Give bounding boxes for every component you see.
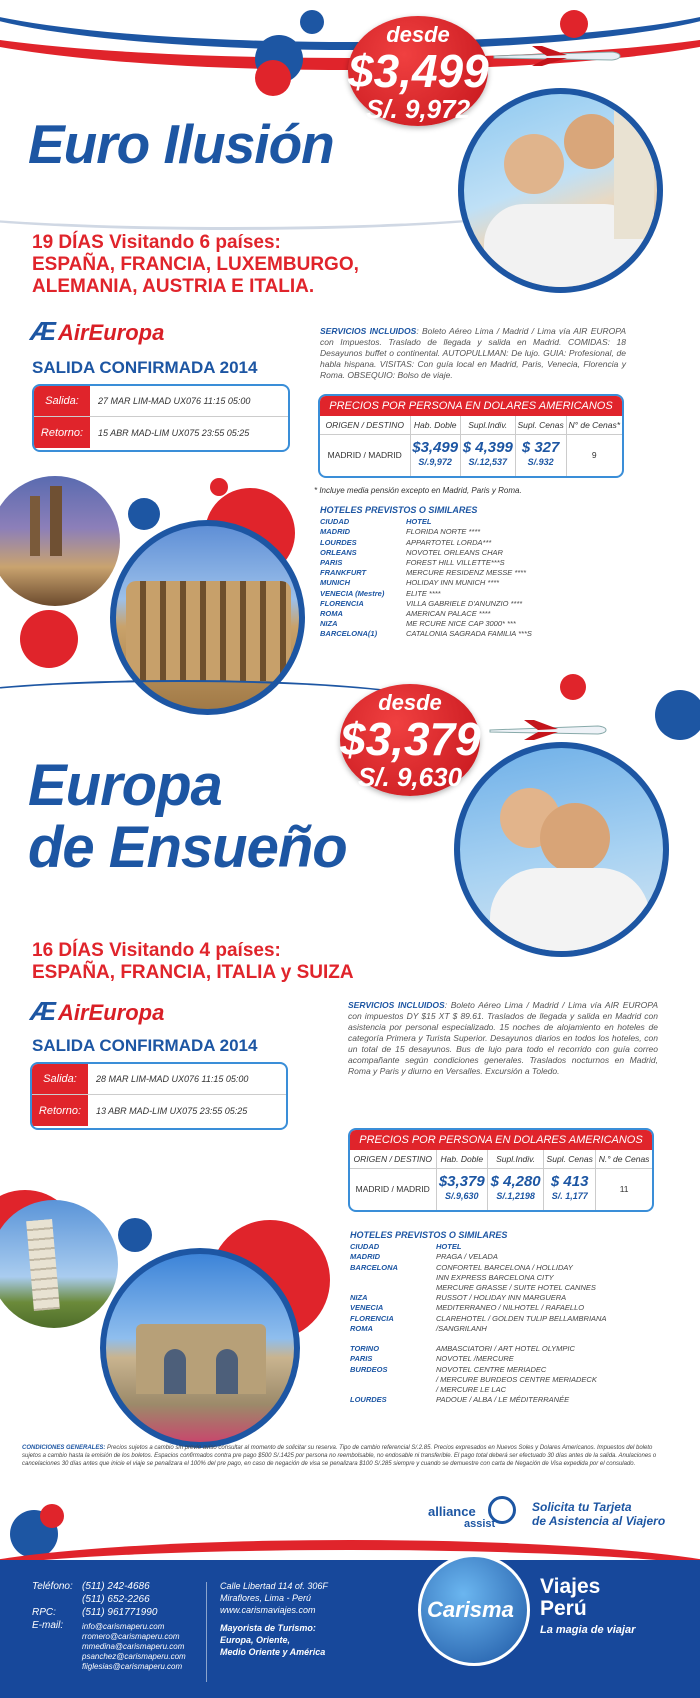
city-header: CIUDAD bbox=[320, 517, 350, 527]
city: MADRID bbox=[350, 1252, 380, 1262]
airline-logo-2 bbox=[30, 996, 164, 1027]
price-cell bbox=[488, 1168, 544, 1210]
origin-cell: MADRID / MADRID bbox=[320, 434, 410, 476]
price-table-title: PRECIOS POR PERSONA EN DOLARES AMERICANOS bbox=[320, 396, 622, 416]
hotel-row bbox=[350, 1334, 650, 1344]
city: FRANKFURT bbox=[320, 568, 367, 578]
hotel-header: HOTEL bbox=[436, 1242, 462, 1252]
hotel: FOREST HILL VILLETTE***S bbox=[406, 558, 505, 568]
subtitle-line: ALEMANIA, AUSTRIA E ITALIA. bbox=[32, 276, 315, 297]
hotel: HOLIDAY INN MUNICH **** bbox=[406, 578, 500, 588]
city bbox=[350, 1385, 436, 1395]
city bbox=[350, 1334, 436, 1344]
hotel: AMERICAN PALACE **** bbox=[406, 609, 491, 619]
dates-box-2 bbox=[30, 1062, 288, 1130]
aireuropa-logo-icon: Æ bbox=[30, 316, 56, 346]
telefono-label: Teléfono: bbox=[32, 1581, 73, 1592]
hotel: VILLA GABRIELE D'ANUNZIO **** bbox=[406, 598, 523, 608]
hotel-row bbox=[320, 619, 620, 629]
city bbox=[350, 1283, 436, 1293]
city: NIZA bbox=[350, 1293, 368, 1303]
hotel-row bbox=[320, 629, 620, 639]
hotel: PRAGA / VELADA bbox=[436, 1252, 498, 1262]
hotel: / MERCURE LE LAC bbox=[436, 1385, 507, 1395]
phone-2[interactable]: (511) 652-2266 bbox=[82, 1594, 150, 1605]
price-usd: $3,499 bbox=[348, 45, 489, 97]
price-table bbox=[320, 416, 622, 476]
hotel-row bbox=[350, 1314, 650, 1324]
hotel: CONFORTEL BARCELONA / HOLLIDAY bbox=[436, 1262, 573, 1272]
hotel-row bbox=[350, 1283, 650, 1293]
hotel-row bbox=[320, 548, 620, 558]
contact-values bbox=[82, 1580, 186, 1672]
city: FLORENCIA bbox=[320, 598, 364, 608]
price-pen: S/.1,2198 bbox=[496, 1191, 535, 1202]
halfboard-note: * Incluye media pensión excepto en Madrid, Paris y Roma. bbox=[314, 486, 522, 495]
date-value: 27 MAR LIM-MAD UX076 11:15 05:00 bbox=[98, 396, 251, 406]
price-cell bbox=[515, 434, 566, 476]
city-night-photo bbox=[0, 476, 120, 606]
brand-title bbox=[540, 1576, 600, 1620]
date-value: 28 MAR LIM-MAD UX076 11:15 05:00 bbox=[96, 1074, 249, 1084]
carisma-globe-logo bbox=[418, 1554, 530, 1666]
email-link[interactable]: info@carismaperu.com bbox=[82, 1622, 165, 1631]
price-pen: S/.9,972 bbox=[418, 457, 452, 468]
price-pen: S/. 1,177 bbox=[551, 1191, 588, 1202]
city-header: CIUDAD bbox=[350, 1242, 380, 1252]
services-text: : Boleto Aéreo Lima / Madrid / Lima vía AIR EUROPA con Impuestos. Traslado de llegada y salida en Madrid. COMIDAS: 18 Desayunos buffet o continental. AUTOPULLMAN: De lujo. GUIA: Profesional, de habla hispana. VISITAS: Con guía local en Madrid, Paris, Venecia, Florencia y Roma. OBSEQUIO: Bolso de viaje. bbox=[320, 326, 626, 380]
city: BURDEOS bbox=[350, 1364, 388, 1374]
services-text: : Boleto Aéreo Lima / Madrid / Lima vía AIR EUROPA con impuestos DY $15 XT $ 89.61. Traslados de llegada y salida en Madrid con asistencia por personal especializado. 15 noches de alojamiento en hoteles de categoría Primera y Turista Superior. Desayunos diarios en todos los hoteles, con un total de 15 desayunos. Bus de lujo para todo el recorrido con guía correo acompañante según condiciones generales. Traslados nocturnos en Madrid, Roma y Paris y diurno en Versalles. Excursión a Toledo. bbox=[348, 1000, 658, 1076]
hotel: APPARTOTEL LORDA*** bbox=[406, 537, 492, 547]
couple-photo-1 bbox=[458, 88, 663, 293]
offer2-title-line1: Europa bbox=[28, 753, 222, 818]
date-row bbox=[34, 417, 288, 448]
hotels-title: HOTELES PREVISTOS O SIMILARES bbox=[320, 505, 478, 515]
hotel-row bbox=[320, 527, 620, 537]
hotel: INN EXPRESS BARCELONA CITY bbox=[436, 1272, 554, 1282]
city bbox=[350, 1375, 436, 1385]
hotels-title: HOTELES PREVISTOS O SIMILARES bbox=[350, 1230, 508, 1240]
website-link[interactable]: www.carismaviajes.com bbox=[220, 1605, 316, 1615]
dinners-cell: 11 bbox=[619, 1184, 629, 1195]
couple-photo-2 bbox=[454, 742, 669, 957]
pisa-tower-photo bbox=[0, 1200, 118, 1328]
th: N° de Cenas* bbox=[566, 416, 622, 434]
city: NIZA bbox=[320, 619, 338, 629]
deco-dot bbox=[118, 1218, 152, 1252]
alliance-brand: alliance bbox=[428, 1504, 476, 1519]
hotel-row bbox=[350, 1344, 650, 1354]
services-label: SERVICIOS INCLUIDOS bbox=[348, 1000, 445, 1010]
hotel-row bbox=[350, 1324, 650, 1334]
hotel: NOVOTEL CENTRE MERIADEC bbox=[436, 1364, 547, 1374]
hotel-row bbox=[320, 568, 620, 578]
hotel: CLAREHOTEL / GOLDEN TULIP BELLAMBRIANA bbox=[436, 1313, 607, 1323]
cta-line: Solicita tu Tarjeta bbox=[532, 1500, 632, 1514]
offer2-title-line2: de Ensueño bbox=[28, 815, 347, 880]
offer1-subtitle bbox=[32, 232, 362, 298]
address bbox=[220, 1580, 328, 1658]
price-pen: S/.12,537 bbox=[468, 457, 508, 468]
city: ROMA bbox=[350, 1323, 373, 1333]
conditions-text: Precios sujetos a cambio sin previo aviso consultar al momento de solicitar su reserva. Tipo de cambio referencial S/.2.85. Precios expresados en Nuevos Soles y Dolares Americanos. Impuestos del boleto sujetos a cambio hasta la emisión de los boletos. Espacios confirmados contra pre pago $500 S/.1425 por persona no reembolsable, no endosable ni transferible. El pago total deberá ser efectuado 30 días antes de la salida. Anulaciones o cancelaciones 30 días antes que inicie el viaje se penalizara el 100% del pre pago, en caso de negación de visa se penalizara $100 S/.285 siempre y cuando se demuestre con carta de Negación de Visa expedida por el consulado. bbox=[22, 1445, 657, 1467]
city: ROMA bbox=[320, 609, 343, 619]
city: PARIS bbox=[320, 558, 343, 568]
airline-name: AirEuropa bbox=[58, 320, 165, 345]
hotel-row bbox=[350, 1365, 650, 1375]
price-cell bbox=[410, 434, 460, 476]
footer-divider bbox=[206, 1582, 207, 1682]
price-from-label: desde bbox=[386, 22, 450, 47]
aireuropa-logo-icon: Æ bbox=[30, 996, 56, 1026]
price-pen: S/.9,630 bbox=[445, 1191, 479, 1202]
brand-title-line: Perú bbox=[540, 1597, 587, 1620]
hotel: PADOUE / ALBA / LE MÉDITERRANÉE bbox=[436, 1395, 570, 1405]
hotel-row bbox=[350, 1263, 650, 1273]
price-burst-1 bbox=[348, 16, 488, 126]
salida-title-1: SALIDA CONFIRMADA 2014 bbox=[32, 358, 258, 377]
price-cell bbox=[436, 1168, 488, 1210]
price-usd: $3,379 bbox=[340, 713, 481, 765]
hotels-header bbox=[350, 1242, 650, 1252]
deco-dot bbox=[40, 1504, 64, 1528]
hotel-row bbox=[350, 1293, 650, 1303]
hotels-list-1 bbox=[320, 505, 620, 640]
deco-dot bbox=[560, 10, 588, 38]
salida-title-2: SALIDA CONFIRMADA 2014 bbox=[32, 1036, 258, 1055]
hotel: ME RCURE NICE CAP 3000* *** bbox=[406, 619, 516, 629]
hotel-row bbox=[350, 1385, 650, 1395]
price-burst-2 bbox=[340, 684, 480, 796]
hotel: NOVOTEL /MERCURE bbox=[436, 1354, 514, 1364]
date-row bbox=[32, 1095, 286, 1126]
price-usd: $ 327 bbox=[521, 439, 560, 457]
th: ORIGEN / DESTINO bbox=[320, 416, 410, 434]
hotels-list-2 bbox=[350, 1230, 650, 1405]
price-table-1 bbox=[318, 394, 624, 478]
hotel: / MERCURE BURDEOS CENTRE MERIADECK bbox=[436, 1374, 597, 1384]
price-table-2 bbox=[348, 1128, 654, 1212]
th: Supl. Cenas bbox=[544, 1150, 596, 1168]
services-label: SERVICIOS INCLUIDOS bbox=[320, 326, 417, 336]
deco-dot bbox=[655, 690, 700, 740]
hotel: FLORIDA NORTE **** bbox=[406, 527, 481, 537]
hotel: MERCURE RESIDENZ MESSE **** bbox=[406, 568, 527, 578]
mayorista-line: Mayorista de Turismo: bbox=[220, 1623, 316, 1633]
deco-dot bbox=[20, 610, 78, 668]
hotel-row bbox=[350, 1375, 650, 1385]
alliance-brand2: assist bbox=[464, 1518, 496, 1530]
hotel-row bbox=[320, 538, 620, 548]
th: Hab. Doble bbox=[410, 416, 460, 434]
hotel: RUSSOT / HOLIDAY INN MARGUERA bbox=[436, 1293, 567, 1303]
date-label: Salida: bbox=[34, 386, 90, 416]
date-value: 13 ABR MAD-LIM UX075 23:55 05:25 bbox=[96, 1105, 248, 1116]
deco-dot bbox=[210, 478, 228, 496]
carisma-brand: Carisma bbox=[427, 1597, 514, 1622]
price-usd: $ 4,399 bbox=[462, 439, 513, 457]
city: LOURDES bbox=[320, 537, 357, 547]
address-line: Calle Libertad 114 of. 306F bbox=[220, 1581, 328, 1591]
deco-dot bbox=[128, 498, 160, 530]
email-link[interactable]: rromero@carismaperu.com bbox=[82, 1632, 180, 1641]
airline-logo-1 bbox=[30, 316, 164, 347]
airline-name: AirEuropa bbox=[58, 1000, 165, 1025]
hotel-row bbox=[350, 1273, 650, 1283]
price-cell bbox=[460, 434, 515, 476]
hotel: /SANGRILANH bbox=[436, 1323, 487, 1333]
date-value: 15 ABR MAD-LIM UX075 23:55 05:25 bbox=[98, 427, 250, 438]
city: MADRID bbox=[320, 527, 350, 537]
date-label: Salida: bbox=[32, 1064, 88, 1094]
hotel-row bbox=[350, 1354, 650, 1364]
origin-cell: MADRID / MADRID bbox=[350, 1168, 436, 1210]
th: Supl.Indiv. bbox=[460, 416, 515, 434]
rpc-phone[interactable]: (511) 961771990 bbox=[82, 1607, 158, 1618]
price-usd: $ 4,280 bbox=[490, 1173, 541, 1191]
hotel-row bbox=[350, 1303, 650, 1313]
city: VENECIA bbox=[350, 1303, 384, 1313]
city: BARCELONA(1) bbox=[320, 629, 378, 639]
th: Supl. Cenas bbox=[515, 416, 566, 434]
rpc-label: RPC: bbox=[32, 1607, 56, 1618]
conditions-label: CONDICIONES GENERALES: bbox=[22, 1445, 106, 1451]
email-link[interactable]: fiiglesias@carismaperu.com bbox=[82, 1662, 183, 1671]
brand-title-line: Viajes bbox=[540, 1575, 601, 1598]
th: ORIGEN / DESTINO bbox=[350, 1150, 436, 1168]
offer1-title: Euro Ilusión bbox=[28, 113, 334, 175]
alliance-assist-logo bbox=[428, 1496, 528, 1536]
date-label: Retorno: bbox=[32, 1095, 88, 1126]
price-from-label: desde bbox=[378, 690, 442, 715]
city: ORLEANS bbox=[320, 547, 357, 557]
alcala-gate-photo bbox=[100, 1248, 300, 1448]
deco-dot bbox=[255, 60, 291, 96]
subtitle-line: 16 DÍAS Visitando 4 países: bbox=[32, 940, 281, 961]
hotels-header bbox=[320, 517, 620, 527]
price-pen: S/. 9,630 bbox=[357, 762, 463, 792]
city: LOURDES bbox=[350, 1395, 387, 1405]
price-table bbox=[350, 1150, 652, 1210]
city: MUNICH bbox=[320, 578, 350, 588]
hotel: MERCURE GRASSE / SUITE HOTEL CANNES bbox=[436, 1283, 596, 1293]
th: Hab. Doble bbox=[436, 1150, 488, 1168]
footer bbox=[0, 1560, 700, 1698]
email-label: E-mail: bbox=[32, 1620, 64, 1631]
hotel-row bbox=[350, 1252, 650, 1262]
deco-dot bbox=[560, 674, 586, 700]
dinners-cell: 9 bbox=[591, 450, 597, 461]
hotel-row bbox=[320, 558, 620, 568]
price-usd: $ 413 bbox=[550, 1173, 589, 1191]
address-line: Miraflores, Lima - Perú bbox=[220, 1593, 312, 1603]
date-row bbox=[34, 386, 288, 417]
email-link[interactable]: psanchez@carismaperu.com bbox=[82, 1652, 186, 1661]
hotel-row bbox=[320, 578, 620, 588]
hotel: CATALONIA SAGRADA FAMILIA ***S bbox=[406, 629, 532, 639]
hotel: ELITE **** bbox=[406, 588, 441, 598]
price-pen: S/. 9,972 bbox=[365, 94, 471, 124]
email-link[interactable]: mmedina@carismaperu.com bbox=[82, 1642, 185, 1651]
hotel-row bbox=[320, 589, 620, 599]
subtitle-line: 19 DÍAS Visitando 6 países: bbox=[32, 232, 281, 253]
hotel: MEDITERRANEO / NILHOTEL / RAFAELLO bbox=[436, 1303, 585, 1313]
hotel-row bbox=[320, 609, 620, 619]
services-2 bbox=[348, 1000, 658, 1077]
th: N.° de Cenas bbox=[596, 1150, 652, 1168]
price-table-title: PRECIOS POR PERSONA EN DOLARES AMERICANOS bbox=[350, 1130, 652, 1150]
hotel-row bbox=[350, 1395, 650, 1405]
alliance-cta bbox=[532, 1500, 665, 1528]
city: PARIS bbox=[350, 1354, 373, 1364]
deco-dot bbox=[300, 10, 324, 34]
hotel-row bbox=[320, 599, 620, 609]
th: Supl.Indiv. bbox=[488, 1150, 544, 1168]
city bbox=[350, 1273, 436, 1283]
date-row bbox=[32, 1064, 286, 1095]
airplane-icon bbox=[492, 44, 622, 64]
phone-1[interactable]: (511) 242-4686 bbox=[82, 1581, 150, 1592]
price-cell bbox=[544, 1168, 596, 1210]
hotel-header: HOTEL bbox=[406, 517, 432, 527]
price-usd: $3,499 bbox=[412, 439, 459, 457]
city: TORINO bbox=[350, 1344, 380, 1354]
hotel: AMBASCIATORI / ART HOTEL OLYMPIC bbox=[436, 1344, 575, 1354]
slogan: La magia de viajar bbox=[540, 1624, 636, 1636]
subtitle-line: ESPAÑA, FRANCIA, ITALIA y SUIZA bbox=[32, 962, 354, 983]
date-label: Retorno: bbox=[34, 417, 90, 448]
city: BARCELONA bbox=[350, 1262, 398, 1272]
airplane-icon bbox=[488, 718, 608, 742]
price-pen: S/.932 bbox=[527, 457, 554, 468]
dates-box-1 bbox=[32, 384, 290, 452]
services-1 bbox=[320, 326, 626, 381]
city: FLORENCIA bbox=[350, 1313, 394, 1323]
general-conditions bbox=[22, 1444, 662, 1468]
offer2-subtitle bbox=[32, 940, 392, 984]
mayorista-line: Medio Oriente y América bbox=[220, 1647, 326, 1657]
price-usd: $3,379 bbox=[438, 1173, 485, 1191]
hotel: NOVOTEL ORLEANS CHAR bbox=[406, 547, 503, 557]
hotel bbox=[436, 1334, 650, 1344]
cta-line: de Asistencia al Viajero bbox=[532, 1514, 666, 1528]
city: VENECIA (Mestre) bbox=[320, 588, 385, 598]
mayorista-line: Europa, Oriente, bbox=[220, 1635, 291, 1645]
subtitle-line: ESPAÑA, FRANCIA, LUXEMBURGO, bbox=[32, 254, 359, 275]
contact-labels bbox=[32, 1580, 73, 1632]
